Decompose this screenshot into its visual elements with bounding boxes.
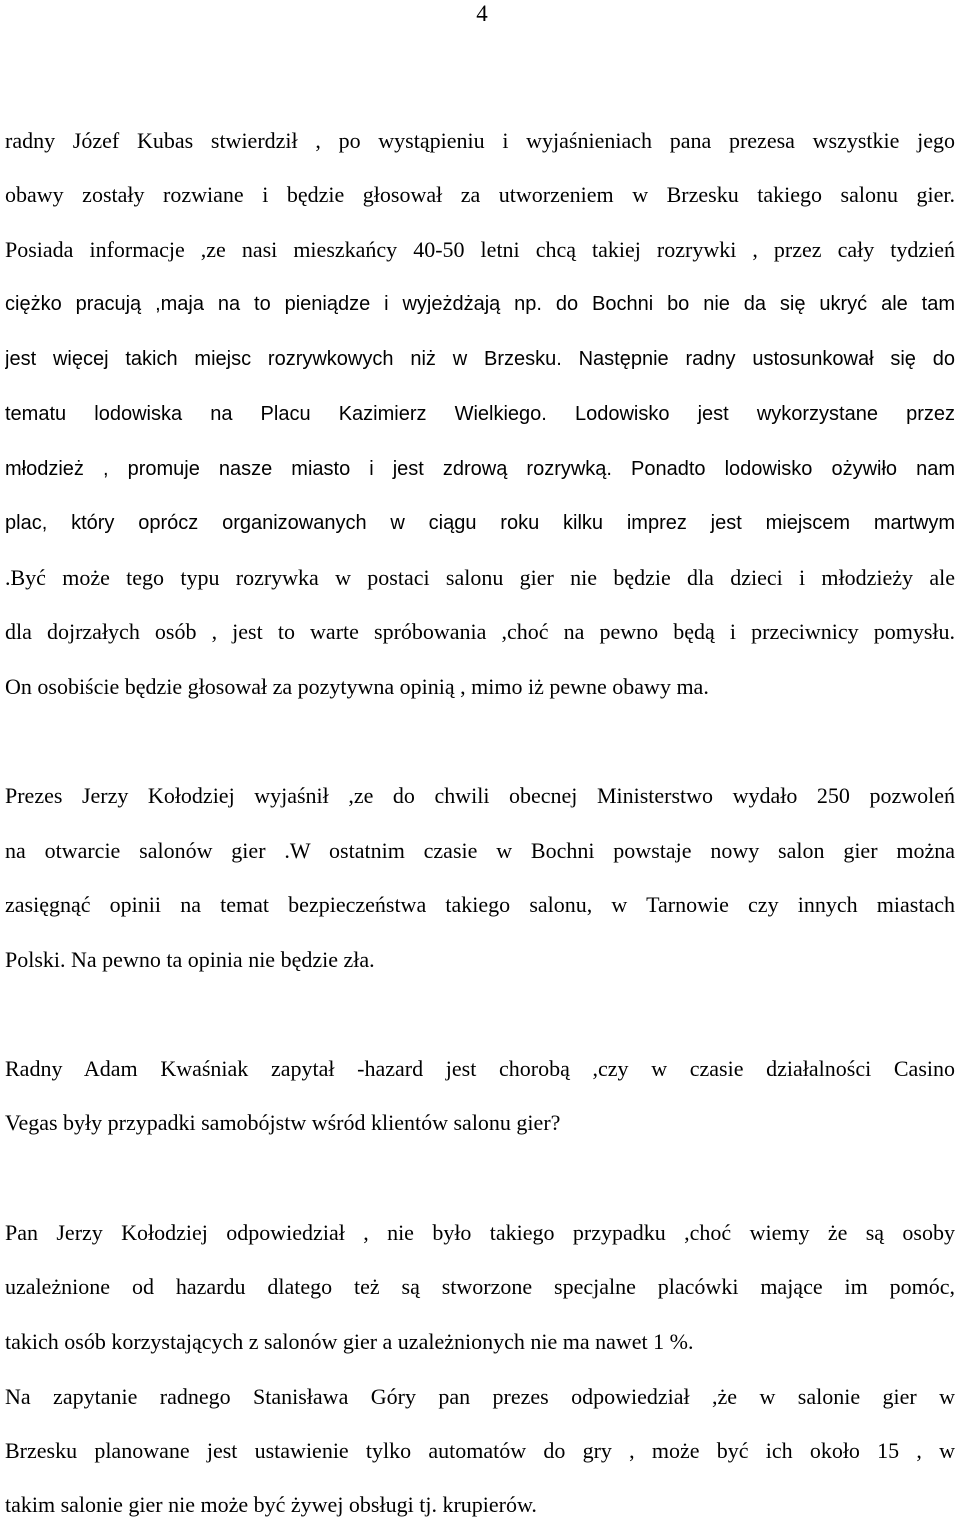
text-line: ciężko pracują ,maja na to pieniądze i wyjeżdżają np. do Bochni bo nie da się ukryć ale tam bbox=[5, 293, 955, 315]
text-line: tematu lodowiska na Placu Kazimierz Wielkiego. Lodowisko jest wykorzystane przez bbox=[5, 403, 955, 425]
text-line: takich osób korzystających z salonów gier a uzależnionych nie ma nawet 1 %. bbox=[5, 1329, 694, 1354]
text-line: On osobiście będzie głosował za pozytywna opinią , mimo iż pewne obawy ma. bbox=[5, 674, 709, 699]
text-line: uzależnione od hazardu dlatego też są stworzone specjalne placówki mające im pomóc, bbox=[5, 1274, 955, 1299]
text-line: plac, który oprócz organizowanych w ciągu roku kilku imprez jest miejscem martwym bbox=[5, 512, 955, 534]
text-line: obawy zostały rozwiane i będzie głosował za utworzeniem w Brzesku takiego salonu gier. bbox=[5, 182, 955, 207]
text-line: Na zapytanie radnego Stanisława Góry pan prezes odpowiedział ,że w salonie gier w bbox=[5, 1384, 955, 1409]
text-line: Vegas były przypadki samobójstw wśród klientów salonu gier? bbox=[5, 1110, 561, 1135]
text-line: Prezes Jerzy Kołodziej wyjaśnił ,ze do chwili obecnej Ministerstwo wydało 250 pozwoleń bbox=[5, 783, 955, 808]
text-line: takim salonie gier nie może być żywej obsługi tj. krupierów. bbox=[5, 1492, 537, 1517]
text-line: młodzież , promuje nasze miasto i jest zdrową rozrywką. Ponadto lodowisko ożywiło nam bbox=[5, 458, 955, 480]
text-line: .Być może tego typu rozrywka w postaci salonu gier nie będzie dla dzieci i młodzieży ale bbox=[5, 565, 955, 590]
text-line: dla dojrzałych osób , jest to warte spróbowania ,choć na pewno będą i przeciwnicy pomysłu. bbox=[5, 619, 955, 644]
page-number: 4 bbox=[476, 1, 488, 26]
text-line: na otwarcie salonów gier .W ostatnim czasie w Bochni powstaje nowy salon gier można bbox=[5, 838, 955, 863]
text-line: radny Józef Kubas stwierdził , po wystąpieniu i wyjaśnieniach pana prezesa wszystkie jego bbox=[5, 128, 955, 153]
text-line: Polski. Na pewno ta opinia nie będzie zła. bbox=[5, 947, 375, 972]
text-line: Pan Jerzy Kołodziej odpowiedział , nie było takiego przypadku ,choć wiemy że są osoby bbox=[5, 1220, 955, 1245]
text-line: Radny Adam Kwaśniak zapytał -hazard jest chorobą ,czy w czasie działalności Casino bbox=[5, 1056, 955, 1081]
text-line: jest więcej takich miejsc rozrywkowych niż w Brzesku. Następnie radny ustosunkował się do bbox=[5, 348, 955, 370]
text-line: Brzesku planowane jest ustawienie tylko automatów do gry , może być ich około 15 , w bbox=[5, 1438, 955, 1463]
text-line: Posiada informacje ,ze nasi mieszkańcy 40-50 letni chcą takiej rozrywki , przez cały tydzień bbox=[5, 237, 955, 262]
text-line: zasięgnąć opinii na temat bezpieczeństwa takiego salonu, w Tarnowie czy innych miastach bbox=[5, 892, 955, 917]
